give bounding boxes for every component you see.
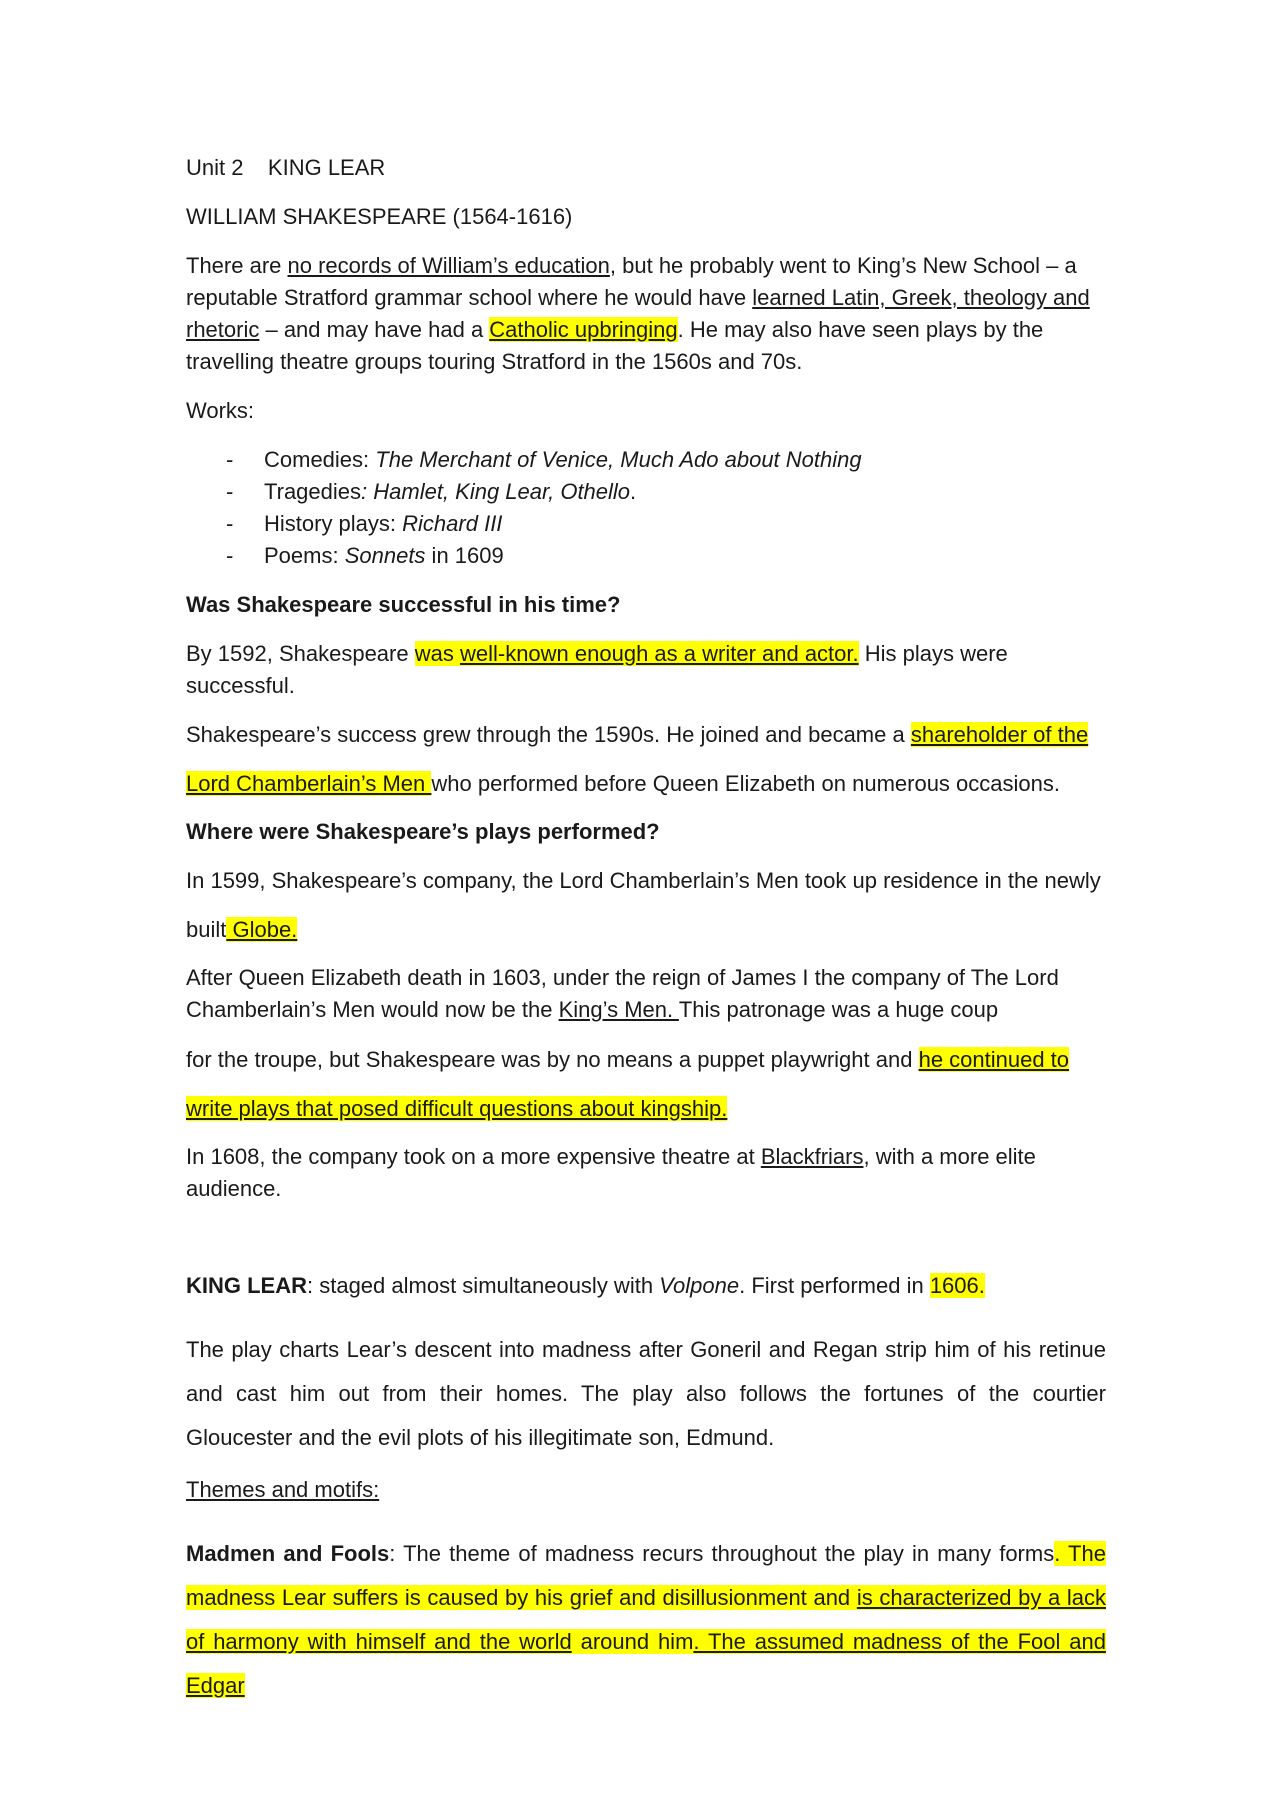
success1-text-2: His plays were successful.: [186, 641, 1008, 698]
document-body: [186, 152, 1106, 1708]
success1-highlight-1: was: [414, 641, 460, 666]
intro-text-3: – and may have had a: [259, 317, 490, 342]
question-performed-heading: Where were Shakespeare’s plays performed?: [186, 819, 660, 844]
themes-heading: Themes and motifs:: [186, 1477, 380, 1502]
perf4-text-2: , with a more elite audience.: [186, 1144, 1036, 1201]
list-bullet: -: [226, 447, 234, 472]
perf4-underline-1: Blackfriars: [760, 1144, 864, 1169]
work-titles: : Hamlet, King Lear, Othello: [361, 479, 631, 504]
unit-title: Unit 2 KING LEAR: [186, 155, 386, 180]
work-suffix: in 1609: [425, 543, 504, 568]
work-titles: The Merchant of Venice, Much Ado about Nothing: [375, 447, 862, 472]
works-list: [186, 444, 1106, 572]
intro-highlight-1: Catholic upbringing: [489, 317, 678, 342]
success-paragraph-2: [186, 710, 1106, 808]
intro-text-1: There are: [186, 253, 288, 278]
king-lear-highlight-year: 1606.: [929, 1273, 985, 1298]
question-success-heading: Was Shakespeare successful in his time?: [186, 592, 621, 617]
success2-text-1: Shakespeare’s success grew through the 1590s. He joined and became a: [186, 722, 911, 747]
list-bullet: -: [226, 479, 234, 504]
plot-paragraph: The play charts Lear’s descent into madness after Goneril and Regan strip him of his retinue and cast him out from their homes. The play also follows the fortunes of the courtier Gloucester and the evil plots of his illegitimate son, Edmund.: [186, 1337, 1106, 1450]
list-item: [186, 508, 1106, 540]
success2-highlight-1: shareholder of the Lord Chamberlain’s Men: [186, 722, 1089, 796]
success-paragraph-1: [186, 638, 1106, 702]
list-item: [186, 540, 1106, 572]
work-suffix: .: [630, 479, 637, 504]
list-bullet: -: [226, 543, 234, 568]
work-category: Poems:: [264, 543, 345, 568]
king-lear-text-1: : staged almost simultaneously with: [307, 1273, 660, 1298]
madmen-highlight-1: . The madness Lear suffers is caused by his grief and disillusionment and: [186, 1541, 1106, 1610]
madmen-highlight-4: . The assumed madness of the Fool and Edgar: [186, 1629, 1106, 1698]
madmen-paragraph: [186, 1532, 1106, 1708]
intro-text-2: , but he probably went to King’s New School – a reputable Stratford grammar school where he would have: [186, 253, 1077, 310]
work-titles: Richard III: [402, 511, 503, 536]
success1-text-1: By 1592, Shakespeare: [186, 641, 415, 666]
perf3-text-1: for the troupe, but Shakespeare was by no means a puppet playwright and: [186, 1047, 919, 1072]
performed-paragraph-2: [186, 962, 1106, 1026]
intro-underline-1: no records of William’s education: [287, 253, 610, 278]
success1-highlight-2: well-known enough as a writer and actor.: [459, 641, 859, 666]
intro-text-4: . He may also have seen plays by the travelling theatre groups touring Stratford in the 1560s and 70s.: [186, 317, 1044, 374]
perf2-underline-1: King’s Men.: [558, 997, 679, 1022]
performed-paragraph-3: [186, 1035, 1106, 1133]
work-category: Comedies:: [264, 447, 376, 472]
perf1-highlight-1: Globe.: [226, 917, 298, 942]
list-item: [186, 476, 1106, 508]
list-bullet: -: [226, 511, 234, 536]
perf2-text-1: After Queen Elizabeth death in 1603, under the reign of James I the company of The Lord Chamberlain’s Men would now be the: [186, 965, 1059, 1022]
work-category: Tragedies: [264, 479, 362, 504]
perf4-text-1: In 1608, the company took on a more expensive theatre at: [186, 1144, 761, 1169]
intro-paragraph: [186, 250, 1106, 378]
success2-text-2: who performed before Queen Elizabeth on numerous occasions.: [431, 771, 1060, 796]
madmen-highlight-3: around him: [571, 1629, 694, 1654]
works-label: Works:: [186, 398, 255, 423]
madmen-highlight-2: is characterized by a lack of harmony with himself and the world: [186, 1585, 1106, 1654]
author-heading: WILLIAM SHAKESPEARE (1564-1616): [186, 204, 573, 229]
performed-paragraph-4: [186, 1141, 1106, 1205]
work-titles: Sonnets: [344, 543, 426, 568]
madmen-label: Madmen and Fools: [186, 1541, 390, 1566]
king-lear-paragraph: [186, 1270, 1106, 1302]
intro-underline-2: learned Latin, Greek, theology and rhetoric: [186, 285, 1090, 342]
king-lear-label: KING LEAR: [186, 1273, 307, 1298]
performed-paragraph-1: [186, 856, 1106, 954]
king-lear-text-2: . First performed in: [739, 1273, 930, 1298]
madmen-text-1: : The theme of madness recurs throughout the play in many forms: [389, 1541, 1055, 1566]
perf1-text-1: In 1599, Shakespeare’s company, the Lord Chamberlain’s Men took up residence in the newly built: [186, 868, 1101, 942]
work-category: History plays:: [264, 511, 403, 536]
perf3-highlight-1: he continued to write plays that posed difficult questions about kingship.: [186, 1047, 1070, 1121]
king-lear-italic: Volpone: [659, 1273, 740, 1298]
perf2-text-2: This patronage was a huge coup: [678, 997, 999, 1022]
list-item: [186, 444, 1106, 476]
